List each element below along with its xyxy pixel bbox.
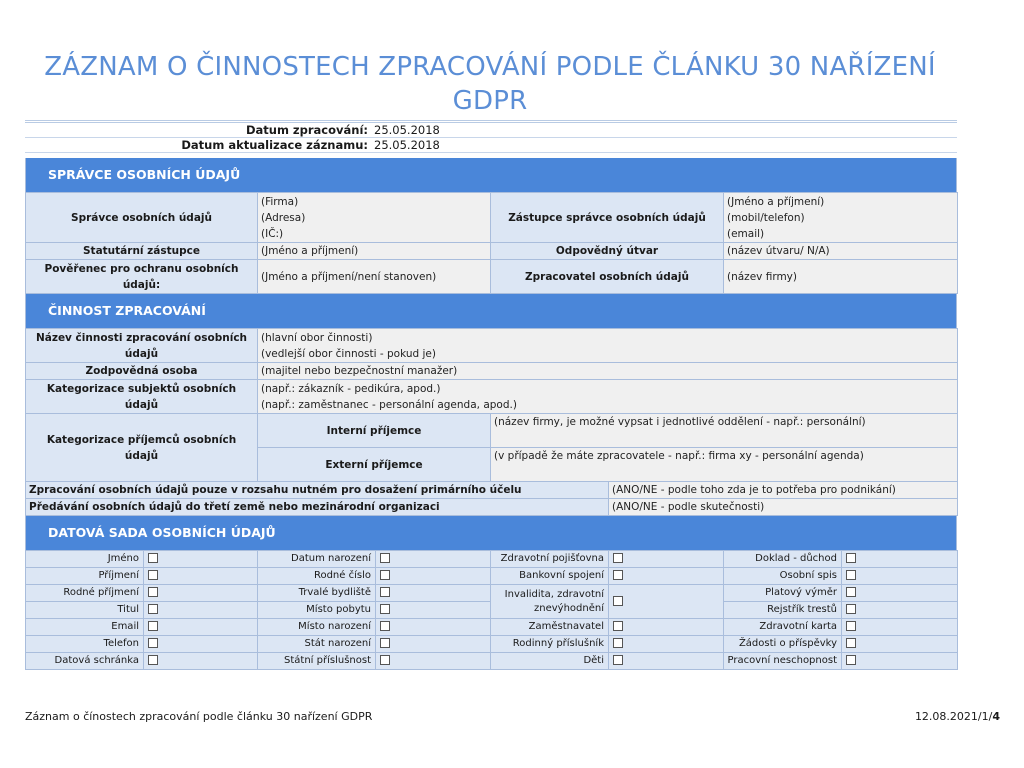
checkbox[interactable] — [613, 553, 623, 563]
processor-value[interactable]: (název firmy) — [724, 260, 958, 294]
section-controller-header: SPRÁVCE OSOBNÍCH ÚDAJŮ — [25, 158, 957, 192]
statutory-value[interactable]: (Jméno a příjmení) — [258, 243, 491, 260]
controller-values[interactable] — [258, 193, 491, 243]
dataset-item: Rodinný příslušník — [491, 636, 609, 653]
dataset-item: Invalidita, zdravotní znevýhodnění — [491, 585, 609, 619]
controller-address: (Adresa) — [261, 211, 306, 224]
dataset-item: Rejstřík trestů — [724, 602, 842, 619]
checkbox[interactable] — [380, 621, 390, 631]
dataset-item: Místo pobytu — [258, 602, 376, 619]
dataset-item: Platový výměr — [724, 585, 842, 602]
dataset-item: Titul — [26, 602, 144, 619]
dataset-item: Trvalé bydliště — [258, 585, 376, 602]
checkbox[interactable] — [380, 587, 390, 597]
activity-name-values[interactable] — [258, 329, 958, 363]
responsible-unit-label: Odpovědný útvar — [491, 243, 724, 260]
checkbox[interactable] — [846, 621, 856, 631]
section-dataset-header: DATOVÁ SADA OSOBNÍCH ÚDAJŮ — [25, 516, 957, 550]
dataset-item: Zdravotní pojišťovna — [491, 551, 609, 568]
dataset-item: Telefon — [26, 636, 144, 653]
dataset-item: Pracovní neschopnost — [724, 653, 842, 670]
dataset-item: Žádosti o příspěvky — [724, 636, 842, 653]
responsible-unit-value[interactable]: (název útvaru/ N/A) — [724, 243, 958, 260]
dataset-item: Doklad - důchod — [724, 551, 842, 568]
checkbox[interactable] — [613, 638, 623, 648]
representative-label: Zástupce správce osobních údajů — [491, 193, 724, 243]
activity-name-label: Název činnosti zpracování osobních údajů — [26, 329, 258, 363]
checkbox[interactable] — [613, 596, 623, 606]
dataset-item: Zaměstnavatel — [491, 619, 609, 636]
update-date-value[interactable]: 25.05.2018 — [374, 138, 440, 152]
dataset-item: Stát narození — [258, 636, 376, 653]
checkbox[interactable] — [380, 638, 390, 648]
dpo-label: Pověřenec pro ochranu osobních údajů: — [26, 260, 258, 294]
internal-recipient-label: Interní příjemce — [258, 414, 491, 448]
third-country-label: Předávání osobních údajů do třetí země nebo mezinárodní organizaci — [26, 499, 609, 516]
gdpr-record-form — [25, 120, 957, 670]
subjects-example-1: (např.: zákazník - pedikúra, apod.) — [261, 382, 441, 395]
responsible-person-label: Zodpovědná osoba — [26, 363, 258, 380]
checkbox[interactable] — [148, 570, 158, 580]
checkbox[interactable] — [846, 570, 856, 580]
controller-id: (IČ:) — [261, 227, 284, 240]
dataset-item: Jméno — [26, 551, 144, 568]
necessary-scope-label: Zpracování osobních údajů pouze v rozsahu nutném pro dosažení primárního účelu — [26, 482, 609, 499]
page-title: ZÁZNAM O ČINNOSTECH ZPRACOVÁNÍ PODLE ČLÁNKU 30 NAŘÍZENÍ GDPR — [44, 52, 936, 116]
checkbox[interactable] — [380, 604, 390, 614]
checkbox[interactable] — [846, 655, 856, 665]
checkbox[interactable] — [613, 570, 623, 580]
dataset-item: Příjmení — [26, 568, 144, 585]
dpo-value[interactable]: (Jméno a příjmení/není stanoven) — [258, 260, 491, 294]
controller-firm: (Firma) — [261, 195, 299, 208]
dataset-item: Místo narození — [258, 619, 376, 636]
recipients-label: Kategorizace příjemců osobních údajů — [26, 414, 258, 482]
checkbox[interactable] — [380, 553, 390, 563]
checkbox[interactable] — [846, 553, 856, 563]
checkbox[interactable] — [148, 655, 158, 665]
checkbox[interactable] — [148, 604, 158, 614]
activity-table — [25, 328, 958, 516]
footer-page-info — [915, 710, 1000, 723]
checkbox[interactable] — [846, 638, 856, 648]
internal-recipient-value[interactable]: (název firmy, je možné vypsat i jednotlivé oddělení - např.: personální) — [491, 414, 958, 448]
checkbox[interactable] — [380, 655, 390, 665]
activity-secondary: (vedlejší obor činnosti - pokud je) — [261, 347, 436, 360]
checkbox[interactable] — [148, 638, 158, 648]
dataset-item: Datová schránka — [26, 653, 144, 670]
checkbox[interactable] — [148, 587, 158, 597]
checkbox[interactable] — [148, 553, 158, 563]
dataset-item: Rodné příjmení — [26, 585, 144, 602]
responsible-person-value[interactable]: (majitel nebo bezpečnostní manažer) — [258, 363, 958, 380]
necessary-scope-value[interactable]: (ANO/NE - podle toho zda je to potřeba pro podnikání) — [609, 482, 958, 499]
processing-date-value[interactable]: 25.05.2018 — [374, 123, 440, 137]
update-date-row — [25, 138, 957, 153]
dataset-item: Bankovní spojení — [491, 568, 609, 585]
checkbox[interactable] — [148, 621, 158, 631]
footer-document-name: Záznam o čínostech zpracování podle článku 30 nařízení GDPR — [25, 710, 373, 723]
controller-table — [25, 192, 958, 294]
dataset-item: Zdravotní karta — [724, 619, 842, 636]
section-activity-header: ČINNOST ZPRACOVÁNÍ — [25, 294, 957, 328]
dataset-item: Datum narození — [258, 551, 376, 568]
dataset-table — [25, 550, 958, 670]
third-country-value[interactable]: (ANO/NE - podle skutečnosti) — [609, 499, 958, 516]
checkbox[interactable] — [846, 587, 856, 597]
statutory-label: Statutární zástupce — [26, 243, 258, 260]
checkbox[interactable] — [613, 621, 623, 631]
external-recipient-value[interactable]: (v případě že máte zpracovatele - např.: firma xy - personální agenda) — [491, 448, 958, 482]
representative-values[interactable] — [724, 193, 958, 243]
footer-date-page: 12.08.2021/1/ — [914, 710, 993, 723]
processing-date-row — [25, 123, 957, 138]
checkbox[interactable] — [380, 570, 390, 580]
checkbox[interactable] — [613, 655, 623, 665]
dataset-item: Děti — [491, 653, 609, 670]
activity-main: (hlavní obor činnosti) — [261, 331, 373, 344]
processing-date-label: Datum zpracování: — [245, 123, 368, 137]
representative-phone: (mobil/telefon) — [727, 211, 805, 224]
controller-label: Správce osobních údajů — [26, 193, 258, 243]
subjects-label: Kategorizace subjektů osobních údajů — [26, 380, 258, 414]
checkbox[interactable] — [846, 604, 856, 614]
dataset-item: Osobní spis — [724, 568, 842, 585]
dataset-item: Rodné číslo — [258, 568, 376, 585]
update-date-label: Datum aktualizace záznamu: — [181, 138, 368, 152]
processor-label: Zpracovatel osobních údajů — [491, 260, 724, 294]
representative-email: (email) — [727, 227, 765, 240]
dataset-item: Email — [26, 619, 144, 636]
subjects-values[interactable] — [258, 380, 958, 414]
external-recipient-label: Externí příjemce — [258, 448, 491, 482]
representative-name: (Jméno a příjmení) — [727, 195, 825, 208]
subjects-example-2: (např.: zaměstnanec - personální agenda, apod.) — [261, 398, 517, 411]
footer-page-total: 4 — [992, 710, 1000, 723]
dataset-item: Státní příslušnost — [258, 653, 376, 670]
